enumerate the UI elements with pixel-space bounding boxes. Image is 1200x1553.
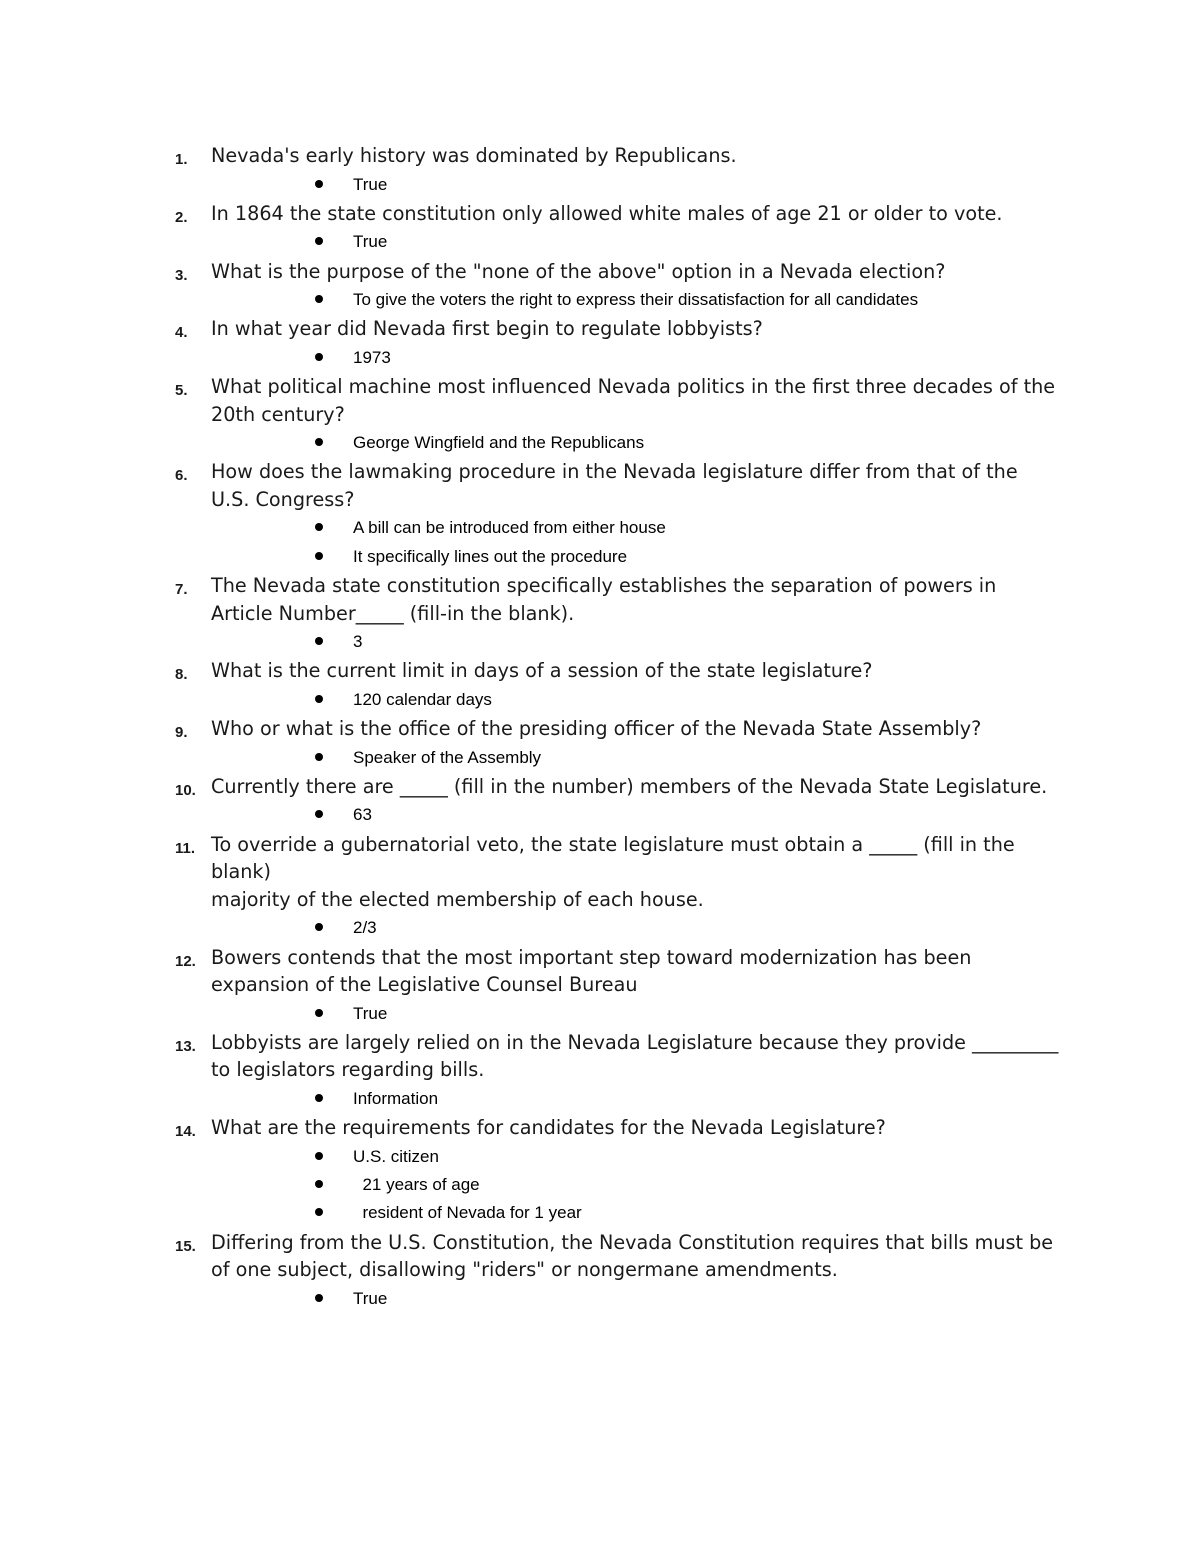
answer-list xyxy=(0,285,1200,313)
question-item xyxy=(0,456,1200,570)
answer-item xyxy=(0,999,1200,1027)
answer-item xyxy=(0,627,1200,655)
question-text: The Nevada state constitution specifically establishes the separation of powers in Article Number_____ (fill-in the blank). xyxy=(211,574,997,625)
answer-text: 1973 xyxy=(353,347,391,367)
answer-item xyxy=(0,1198,1200,1226)
answer-list xyxy=(0,913,1200,941)
bullet-icon xyxy=(315,1152,323,1160)
question-item xyxy=(0,771,1200,829)
question-text: Currently there are _____ (fill in the number) members of the Nevada State Legislature. xyxy=(211,774,1048,798)
question-number: 13. xyxy=(175,1037,196,1055)
bullet-icon xyxy=(315,1294,323,1302)
answer-text: 120 calendar days xyxy=(353,689,492,709)
question-item xyxy=(0,655,1200,713)
bullet-icon xyxy=(315,923,323,931)
bullet-icon xyxy=(315,180,323,188)
answer-item xyxy=(0,428,1200,456)
question-item xyxy=(0,198,1200,256)
question-number: 3. xyxy=(175,266,188,284)
answer-item xyxy=(0,913,1200,941)
answer-text: True xyxy=(353,232,388,252)
question-item xyxy=(0,256,1200,314)
answer-text: Information xyxy=(353,1088,439,1108)
bullet-icon xyxy=(315,1180,323,1188)
answer-list xyxy=(0,627,1200,655)
question-number: 5. xyxy=(175,382,188,400)
question-item xyxy=(0,1027,1200,1112)
bullet-icon xyxy=(315,552,323,560)
answer-text: George Wingfield and the Republicans xyxy=(353,433,645,453)
question-text: Lobbyists are largely relied on in the Nevada Legislature because they provide _________ to legislators regarding bills. xyxy=(211,1030,1059,1082)
answer-text: True xyxy=(353,1003,388,1023)
answer-text: 21 years of age xyxy=(353,1174,480,1194)
question-text: What is the current limit in days of a session of the state legislature? xyxy=(211,659,873,683)
question-item xyxy=(0,829,1200,942)
answer-item xyxy=(0,1084,1200,1112)
answer-item xyxy=(0,343,1200,371)
question-item xyxy=(0,371,1200,456)
question-number: 8. xyxy=(175,666,188,684)
bullet-icon xyxy=(315,353,323,361)
question-number: 2. xyxy=(175,208,188,226)
question-number: 10. xyxy=(175,781,196,799)
answer-text: A bill can be introduced from either house xyxy=(353,518,666,538)
answer-text: 63 xyxy=(353,805,372,825)
answer-list xyxy=(0,343,1200,371)
answer-list xyxy=(0,999,1200,1027)
answer-list xyxy=(0,743,1200,771)
answer-text: Speaker of the Assembly xyxy=(353,747,542,767)
bullet-icon xyxy=(315,810,323,818)
answer-text: resident of Nevada for 1 year xyxy=(353,1203,582,1223)
question-item xyxy=(0,140,1200,198)
bullet-icon xyxy=(315,1009,323,1017)
answer-list xyxy=(0,800,1200,828)
question-number: 6. xyxy=(175,467,188,485)
answer-item xyxy=(0,1142,1200,1170)
question-text: What political machine most influenced Nevada politics in the first three decades of the 20th century? xyxy=(211,375,1056,426)
question-text: What are the requirements for candidates for the Nevada Legislature? xyxy=(211,1116,886,1140)
answer-text: It specifically lines out the procedure xyxy=(353,546,628,566)
answer-list xyxy=(0,170,1200,198)
bullet-icon xyxy=(315,1094,323,1102)
answer-list xyxy=(0,1084,1200,1112)
answer-text: 3 xyxy=(353,632,363,652)
question-text: In 1864 the state constitution only allowed white males of age 21 or older to vote. xyxy=(211,201,1003,225)
question-item xyxy=(0,570,1200,655)
answer-text: To give the voters the right to express their dissatisfaction for all candidates xyxy=(353,290,919,310)
answer-list xyxy=(0,227,1200,255)
answer-list xyxy=(0,685,1200,713)
answer-list xyxy=(0,513,1200,570)
question-item xyxy=(0,713,1200,771)
answer-item xyxy=(0,227,1200,255)
question-text: Nevada's early history was dominated by Republicans. xyxy=(211,144,737,167)
bullet-icon xyxy=(315,1208,323,1216)
question-text: Bowers contends that the most important step toward modernization has been expansion of the Legislative Counsel Bureau xyxy=(211,945,972,997)
answer-item xyxy=(0,1284,1200,1312)
answer-text: True xyxy=(353,1288,388,1308)
question-text: What is the purpose of the "none of the above" option in a Nevada election? xyxy=(211,259,946,283)
bullet-icon xyxy=(315,523,323,531)
question-text: Differing from the U.S. Constitution, the Nevada Constitution requires that bills must be of one subject, disallowing "riders" or nongermane amendments. xyxy=(211,1230,1054,1282)
answer-item xyxy=(0,800,1200,828)
answer-item xyxy=(0,743,1200,771)
bullet-icon xyxy=(315,637,323,645)
question-item xyxy=(0,942,1200,1027)
question-list xyxy=(0,140,1200,1312)
question-number: 12. xyxy=(175,952,196,970)
question-number: 7. xyxy=(175,581,188,599)
question-number: 14. xyxy=(175,1123,196,1141)
bullet-icon xyxy=(315,695,323,703)
question-text: Who or what is the office of the presiding officer of the Nevada State Assembly? xyxy=(211,717,982,741)
answer-text: True xyxy=(353,174,388,194)
question-number: 15. xyxy=(175,1237,196,1255)
answer-item xyxy=(0,1170,1200,1198)
question-item xyxy=(0,313,1200,371)
question-item xyxy=(0,1112,1200,1226)
bullet-icon xyxy=(315,753,323,761)
answer-list xyxy=(0,428,1200,456)
answer-item xyxy=(0,170,1200,198)
question-text: In what year did Nevada first begin to regulate lobbyists? xyxy=(211,317,763,341)
answer-item xyxy=(0,542,1200,570)
question-number: 4. xyxy=(175,324,188,342)
question-number: 9. xyxy=(175,724,188,742)
bullet-icon xyxy=(315,237,323,245)
answer-list xyxy=(0,1284,1200,1312)
question-text: How does the lawmaking procedure in the Nevada legislature differ from that of the U.S. Congress? xyxy=(211,460,1018,511)
question-text: To override a gubernatorial veto, the state legislature must obtain a _____ (fill in the blank) majority of the elected membership of each house. xyxy=(211,832,1015,911)
answer-list xyxy=(0,1142,1200,1227)
answer-text: 2/3 xyxy=(353,918,377,938)
question-number: 1. xyxy=(175,151,188,168)
bullet-icon xyxy=(315,295,323,303)
question-number: 11. xyxy=(175,839,196,857)
question-item xyxy=(0,1227,1200,1312)
bullet-icon xyxy=(315,438,323,446)
answer-item xyxy=(0,513,1200,541)
answer-item xyxy=(0,685,1200,713)
answer-item xyxy=(0,285,1200,313)
answer-text: U.S. citizen xyxy=(353,1146,439,1166)
